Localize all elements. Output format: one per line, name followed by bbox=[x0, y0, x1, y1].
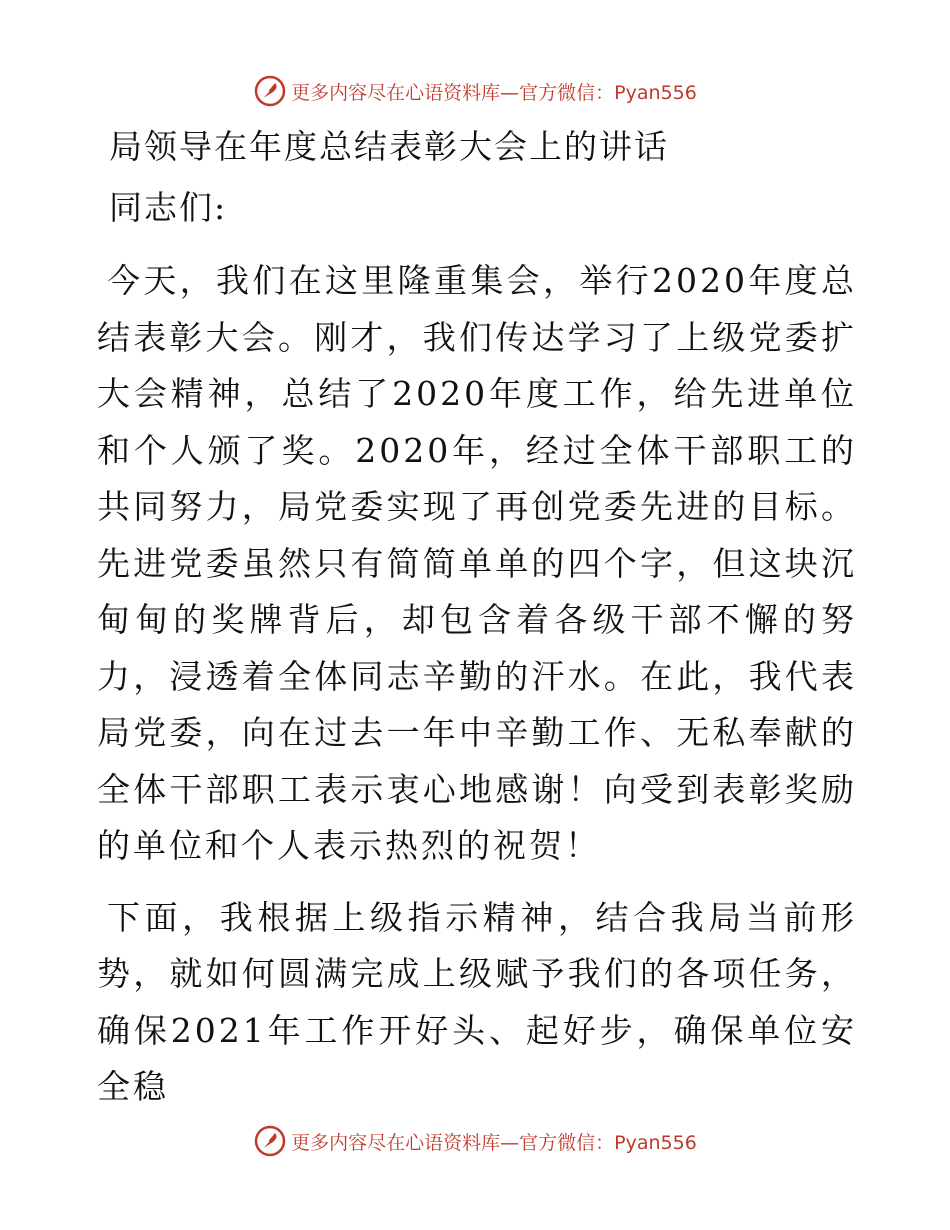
header-watermark-banner bbox=[0, 71, 950, 111]
footer-watermark-banner bbox=[0, 1121, 950, 1161]
document-title: 局领导在年度总结表彰大会上的讲话 bbox=[109, 127, 669, 166]
document-body bbox=[97, 118, 857, 1131]
footer-watermark-text: 更多内容尽在心语资料库—官方微信：Pyan556 bbox=[291, 1131, 697, 1154]
feather-pen-logo-icon bbox=[253, 74, 287, 108]
paragraph: 今天，我们在这里隆重集会，举行2020年度总结表彰大会。刚才，我们传达学习了上级党委扩大会精神，总结了2020年度工作，给先进单位和个人颁了奖。2020年，经过全体干部职工的共同努力，局党委实现了再创党委先进的目标。先进党委虽然只有简简单单的四个字，但这块沉甸甸的奖牌背后，却包含着各级干部不懈的努力，浸透着全体同志辛勤的汗水。在此，我代表局党委，向在过去一年中辛勤工作、无私奉献的全体干部职工表示衷心地感谢！向受到表彰奖励的单位和个人表示热烈的祝贺！ bbox=[97, 261, 857, 865]
header-watermark-text: 更多内容尽在心语资料库—官方微信：Pyan556 bbox=[291, 81, 697, 104]
salutation: 同志们: bbox=[109, 188, 228, 227]
feather-pen-logo-icon bbox=[253, 1124, 287, 1158]
paragraph: 下面，我根据上级指示精神，结合我局当前形势，就如何圆满完成上级赋予我们的各项任务，确保2021年工作开好头、起好步，确保单位安全稳 bbox=[97, 897, 857, 1106]
